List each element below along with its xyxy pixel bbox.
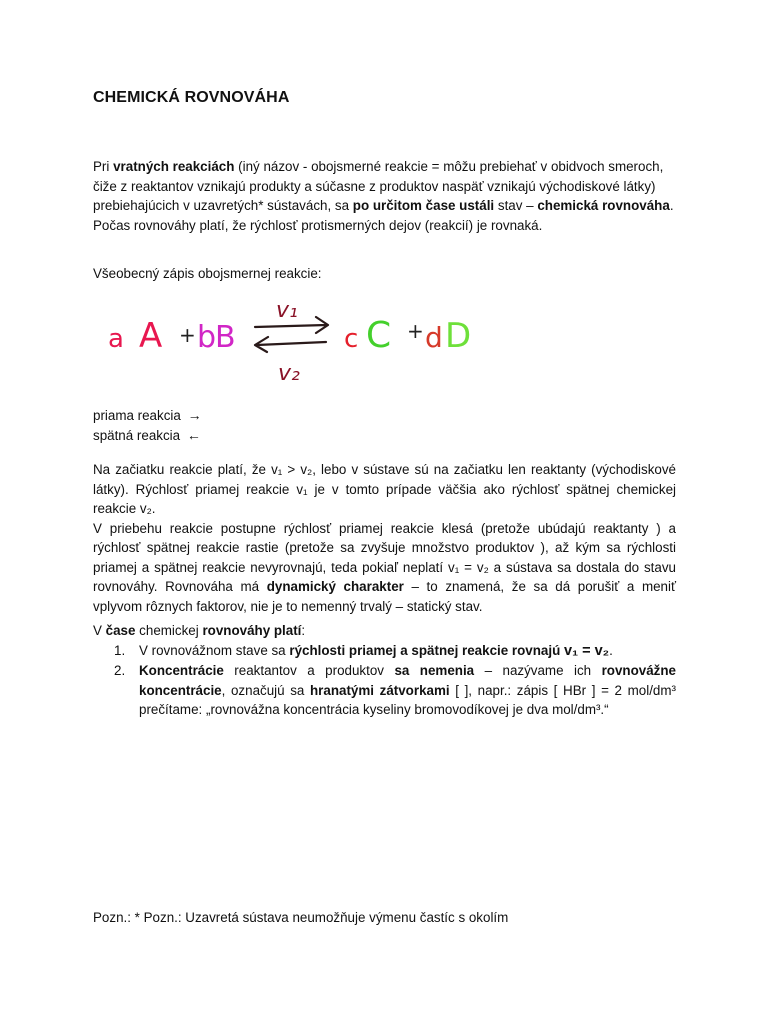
reaction-equation [100, 290, 490, 390]
list-item [93, 661, 676, 720]
equation-coef-c: c [344, 324, 359, 354]
equation-coef-a: a [108, 324, 124, 354]
item2-text-4: [ ], napr.: zápis [ HBr ] = 2 mol/dm³ prečítame: „rovnovážna koncentrácia kyseliny bromovodíkovej je dva mol/dm³.“ [139, 682, 676, 717]
forward-reaction-label: priama reakcia [93, 408, 181, 423]
intro-text-2: (iný názov - obojsmerné reakcie = môžu prebiehať v obidvoch smeroch, čiže z reaktantov vznikajú produkty a súčasne z produktov naspäť vznikajú východiskové látky) prebiehajúcich v uzavretých* sústavách, sa [93, 159, 664, 213]
forward-reaction-line [93, 406, 676, 426]
intro-paragraph [93, 157, 676, 235]
backward-reaction-label: spätná reakcia [93, 427, 181, 443]
reaction-directions [93, 406, 676, 445]
item2-bold-1: Koncentrácie [139, 663, 224, 678]
intro-text-3: stav – [494, 198, 538, 213]
intro-bold-2: po určitom čase ustáli [352, 198, 495, 213]
equation-rate-v2: v₂ [278, 361, 300, 386]
equation-coef-b: b [197, 320, 217, 355]
item2-bold-2: sa nemenia [394, 663, 475, 678]
item2-bold-3: rovnovážne koncentrácie [139, 663, 676, 698]
intro-text-1: Pri [93, 159, 114, 174]
list-item-number: 1. [114, 642, 126, 658]
equation-species-d: D [445, 316, 472, 356]
intro-text-4: . Počas rovnováhy platí, že rýchlosť protismerných dejov (reakcií) je rovnaká. [93, 198, 674, 233]
start-paragraph: Na začiatku reakcie platí, že v₁ > v₂, lebo v sústave sú na začiatku len reaktanty (východiskové látky). Rýchlosť priamej reakcie v₁ je v tomto prípade väčšia ako rýchlosť spätnej chemickej reakcie v₂. [93, 462, 676, 516]
item2-text-3: , označujú sa [221, 682, 310, 698]
item2-text-2: – nazývame ich [474, 663, 602, 678]
equation-rate-v1: v₁ [276, 298, 298, 323]
conditions-list [93, 641, 676, 720]
footnote: Pozn.: * Pozn.: Uzavretá sústava neumožňuje výmenu častíc s okolím [93, 910, 509, 925]
list-item [93, 641, 676, 662]
conditions-heading [93, 621, 676, 641]
equation-plus-2: + [407, 319, 424, 343]
conditions-bold-1: čase [105, 623, 136, 638]
general-notation-label: Všeobecný zápis obojsmernej reakcie: [93, 266, 322, 281]
page-title: CHEMICKÁ ROVNOVÁHA [93, 89, 290, 106]
conditions-text-2: chemickej [135, 623, 203, 638]
list-item-number: 2. [114, 663, 126, 678]
intro-bold-3: chemická rovnováha [537, 198, 670, 213]
equation-species-c: C [366, 315, 392, 356]
item1-text-1: V rovnovážnom stave sa [139, 642, 290, 658]
progress-bold-1: dynamický charakter [266, 579, 404, 594]
item2-bold-4: hranatými zátvorkami [310, 682, 450, 698]
reaction-progress-section [93, 460, 676, 616]
progress-paragraph [93, 519, 676, 617]
item1-bold-2: v₁ = v₂ [564, 642, 610, 659]
conditions-bold-2: rovnováhy platí [202, 623, 302, 638]
item1-text-2: . [609, 642, 613, 658]
intro-bold-1: vratných reakciách [113, 159, 235, 174]
item2-text-1: reaktantov a produktov [223, 663, 395, 678]
conditions-text-1: V [93, 623, 106, 638]
right-arrow-icon: → [187, 407, 202, 423]
equation-coef-d: d [425, 321, 443, 354]
backward-equilibrium-arrow [255, 337, 326, 352]
equilibrium-conditions-section [93, 621, 676, 720]
left-arrow-icon: ← [186, 426, 201, 443]
progress-text-1: V priebehu reakcie postupne rýchlosť priamej reakcie klesá (pretože ubúdajú reaktanty ) a rýchlosť spätnej reakcie rastie (pretože sa zvyšuje množstvo produktov ), až kým sa rýchlosti priamej a spätnej reakcie nevyrovnajú, teda pokiaľ neplatí v₁ = v₂ a sústava sa dostala do stavu rovnováhy. Rovnováha má [93, 520, 676, 594]
item1-bold-1: rýchlosti priamej a spätnej reakcie rovnajú [289, 642, 564, 658]
progress-text-2: – to znamená, že sa dá porušiť a meniť vplyvom rôznych faktorov, nie je to nemenný trvalý – statický stav. [93, 579, 676, 614]
equation-species-a: A [139, 316, 163, 356]
equation-plus-1: + [179, 323, 196, 347]
conditions-text-3: : [301, 623, 306, 638]
backward-reaction-line [93, 426, 676, 446]
equation-species-b: B [215, 320, 236, 355]
